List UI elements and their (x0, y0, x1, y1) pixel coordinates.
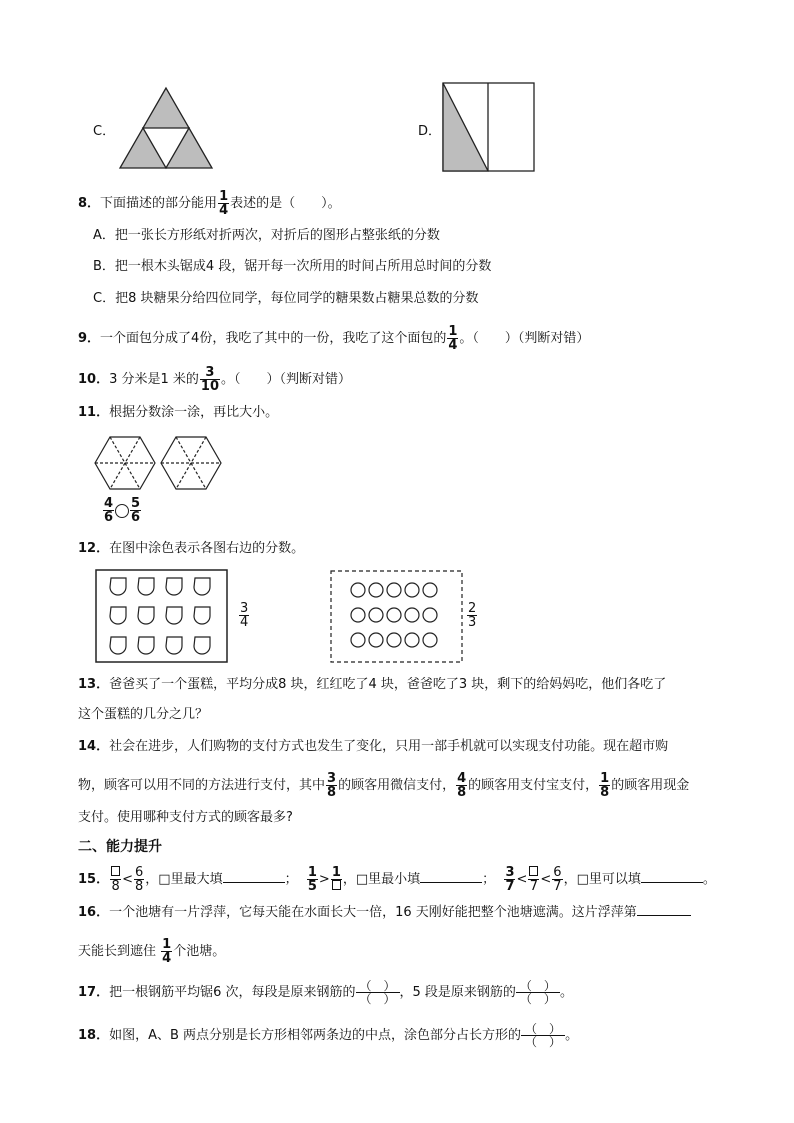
section-title: 二、能力提升 (78, 839, 162, 855)
question-text: 爸爸买了一个蛋糕，平均分成8 块，红红吃了4 块，爸爸吃了3 块，剩下的给妈妈吃，他们各吃了 (109, 677, 667, 692)
question-text: 把一根钢筋平均锯6 次，每段是原来钢筋的 (109, 985, 356, 1000)
question-17 (78, 980, 573, 1005)
question-number: 16． (78, 905, 110, 920)
fraction: $\frac{3}{8}$ (327, 771, 337, 800)
fraction: $\frac{1}{8}$ (600, 771, 610, 800)
fraction: $\frac{4}{8}$ (457, 771, 467, 800)
question-number: 14． (78, 739, 110, 754)
answer-blank[interactable] (420, 882, 482, 883)
fraction: $\frac{6}{7}$ (553, 865, 562, 894)
hexagon-figures (93, 434, 229, 494)
period: 。 (559, 985, 573, 1000)
question-text: 天能长到遮住 (78, 944, 157, 959)
answer-blank[interactable] (641, 882, 703, 883)
question-stem: 下面描述的部分能用 (100, 196, 218, 211)
question-text: 个池塘。 (173, 944, 226, 959)
question-11 (78, 403, 278, 423)
greater-than-sign: > (318, 872, 330, 887)
fraction: $\frac{1}{4}$ (219, 189, 229, 218)
option-a: A．把一张长方形纸对折两次，对折后的图形占整张纸的分数 (93, 228, 440, 243)
circles-box (330, 570, 464, 664)
fraction: $\frac{1}{5}$ (307, 865, 317, 894)
answer-fraction-blank[interactable]: $\frac{( )}{( )}$ (516, 980, 560, 1005)
empty-box (529, 866, 538, 876)
question-text: 一个池塘有一片浮萍，它每天能在水面长大一倍，16 天刚好能把整个池塘遮满。这片浮萍第 (109, 905, 637, 920)
question-number: 8． (78, 196, 101, 211)
compare-circle[interactable] (115, 504, 129, 518)
question-number: 12． (78, 541, 110, 556)
less-than-sign: < (540, 872, 552, 887)
fraction-three-quarters: $\frac{3}{4}$ (240, 601, 249, 630)
question-text: 根据分数涂一涂，再比大小。 (109, 405, 279, 420)
fraction: $\frac{6}{8}$ (135, 865, 144, 894)
fraction-two-thirds: $\frac{2}{3}$ (468, 601, 477, 630)
question-13-line-2: 这个蛋糕的几分之几？ (78, 707, 209, 722)
question-stem: 表述的是（ ）。 (230, 196, 341, 211)
fraction: $\frac{1}{4}$ (448, 324, 458, 353)
less-than-sign: < (122, 872, 133, 887)
question-text: 。（ ）（判断对错） (459, 331, 590, 346)
fraction: $\frac{3}{10}$ (200, 365, 219, 394)
question-text: 物，顾客可以用不同的方法进行支付，其中 (78, 778, 326, 793)
question-12 (78, 539, 304, 559)
question-number: 10． (78, 372, 110, 387)
question-14-line-3: 支付。使用哪种支付方式的顾客最多? (78, 810, 293, 825)
separator: ； (482, 872, 496, 887)
question-18 (78, 1023, 578, 1048)
question-text: 在图中涂色表示各图右边的分数。 (109, 541, 305, 556)
question-number: 11． (78, 405, 110, 420)
fraction: $\frac{3}{7}$ (505, 865, 515, 894)
fraction-right: $\frac{5}{6}$ (131, 496, 141, 525)
fraction-box-over-8: 8 (110, 866, 121, 893)
answer-fraction-blank[interactable]: $\frac{( )}{( )}$ (521, 1023, 565, 1048)
empty-box (111, 866, 120, 876)
empty-box (332, 880, 341, 890)
question-text: 的顾客用微信支付， (338, 778, 456, 793)
question-16-line-2 (78, 938, 225, 965)
hexagon-right (161, 437, 221, 489)
option-d-label: D． (418, 124, 442, 139)
question-text: 如图，A、B 两点分别是长方形相邻两条边的中点，涂色部分占长方形的 (109, 1028, 522, 1043)
question-10 (78, 366, 351, 393)
fraction-comparison (102, 497, 142, 524)
question-text: 社会在进步，人们购物的支付方式也发生了变化，只用一部手机就可以实现支付功能。现在超市购 (109, 739, 669, 754)
answer-blank[interactable] (223, 882, 285, 883)
question-text: 。（ ）（判断对错） (221, 372, 352, 387)
question-14-line-2 (78, 772, 689, 799)
question-14-line-1 (78, 737, 668, 757)
question-9 (78, 325, 589, 352)
question-text: 的顾客用支付宝支付， (468, 778, 599, 793)
question-number: 9． (78, 331, 101, 346)
question-text: ，□里可以填 (563, 872, 641, 887)
shield-shapes-box (95, 569, 229, 664)
question-8 (78, 190, 341, 217)
separator: ； (284, 872, 298, 887)
question-text: 的顾客用现金 (611, 778, 690, 793)
answer-fraction-blank[interactable]: $\frac{( )}{( )}$ (356, 980, 400, 1005)
option-b: B．把一根木头锯成4 段，锯开每一次所用的时间占所用总时间的分数 (93, 259, 492, 274)
fraction-1-over-box: 1 (331, 866, 342, 893)
question-text: ，5 段是原来钢筋的 (399, 985, 516, 1000)
fraction: $\frac{1}{4}$ (162, 937, 172, 966)
question-16-line-1 (78, 903, 691, 923)
hexagon-left (95, 437, 155, 489)
question-number: 17． (78, 985, 110, 1000)
option-c: C．把8 块糖果分给四位同学，每位同学的糖果数占糖果总数的分数 (93, 291, 479, 306)
option-d-rectangle-figure (442, 82, 536, 172)
answer-blank[interactable] (637, 915, 691, 916)
option-c-label: C． (93, 124, 116, 139)
question-text: 一个面包分成了4份，我吃了其中的一份，我吃了这个面包的 (100, 331, 447, 346)
question-text: 3 分米是1 米的 (109, 372, 199, 387)
question-number: 15． (78, 872, 110, 887)
option-c-triangle-figure (118, 86, 214, 170)
less-than-sign: < (516, 872, 528, 887)
question-15 (78, 866, 716, 893)
fraction-box-over-7: 7 (528, 866, 539, 893)
period: 。 (702, 872, 716, 887)
fraction-left: $\frac{4}{6}$ (104, 496, 114, 525)
question-number: 13． (78, 677, 110, 692)
period: 。 (565, 1028, 579, 1043)
question-13-line-1 (78, 675, 666, 695)
question-text: ，□里最大填 (145, 872, 223, 887)
question-number: 18． (78, 1028, 110, 1043)
question-text: ，□里最小填 (342, 872, 421, 887)
